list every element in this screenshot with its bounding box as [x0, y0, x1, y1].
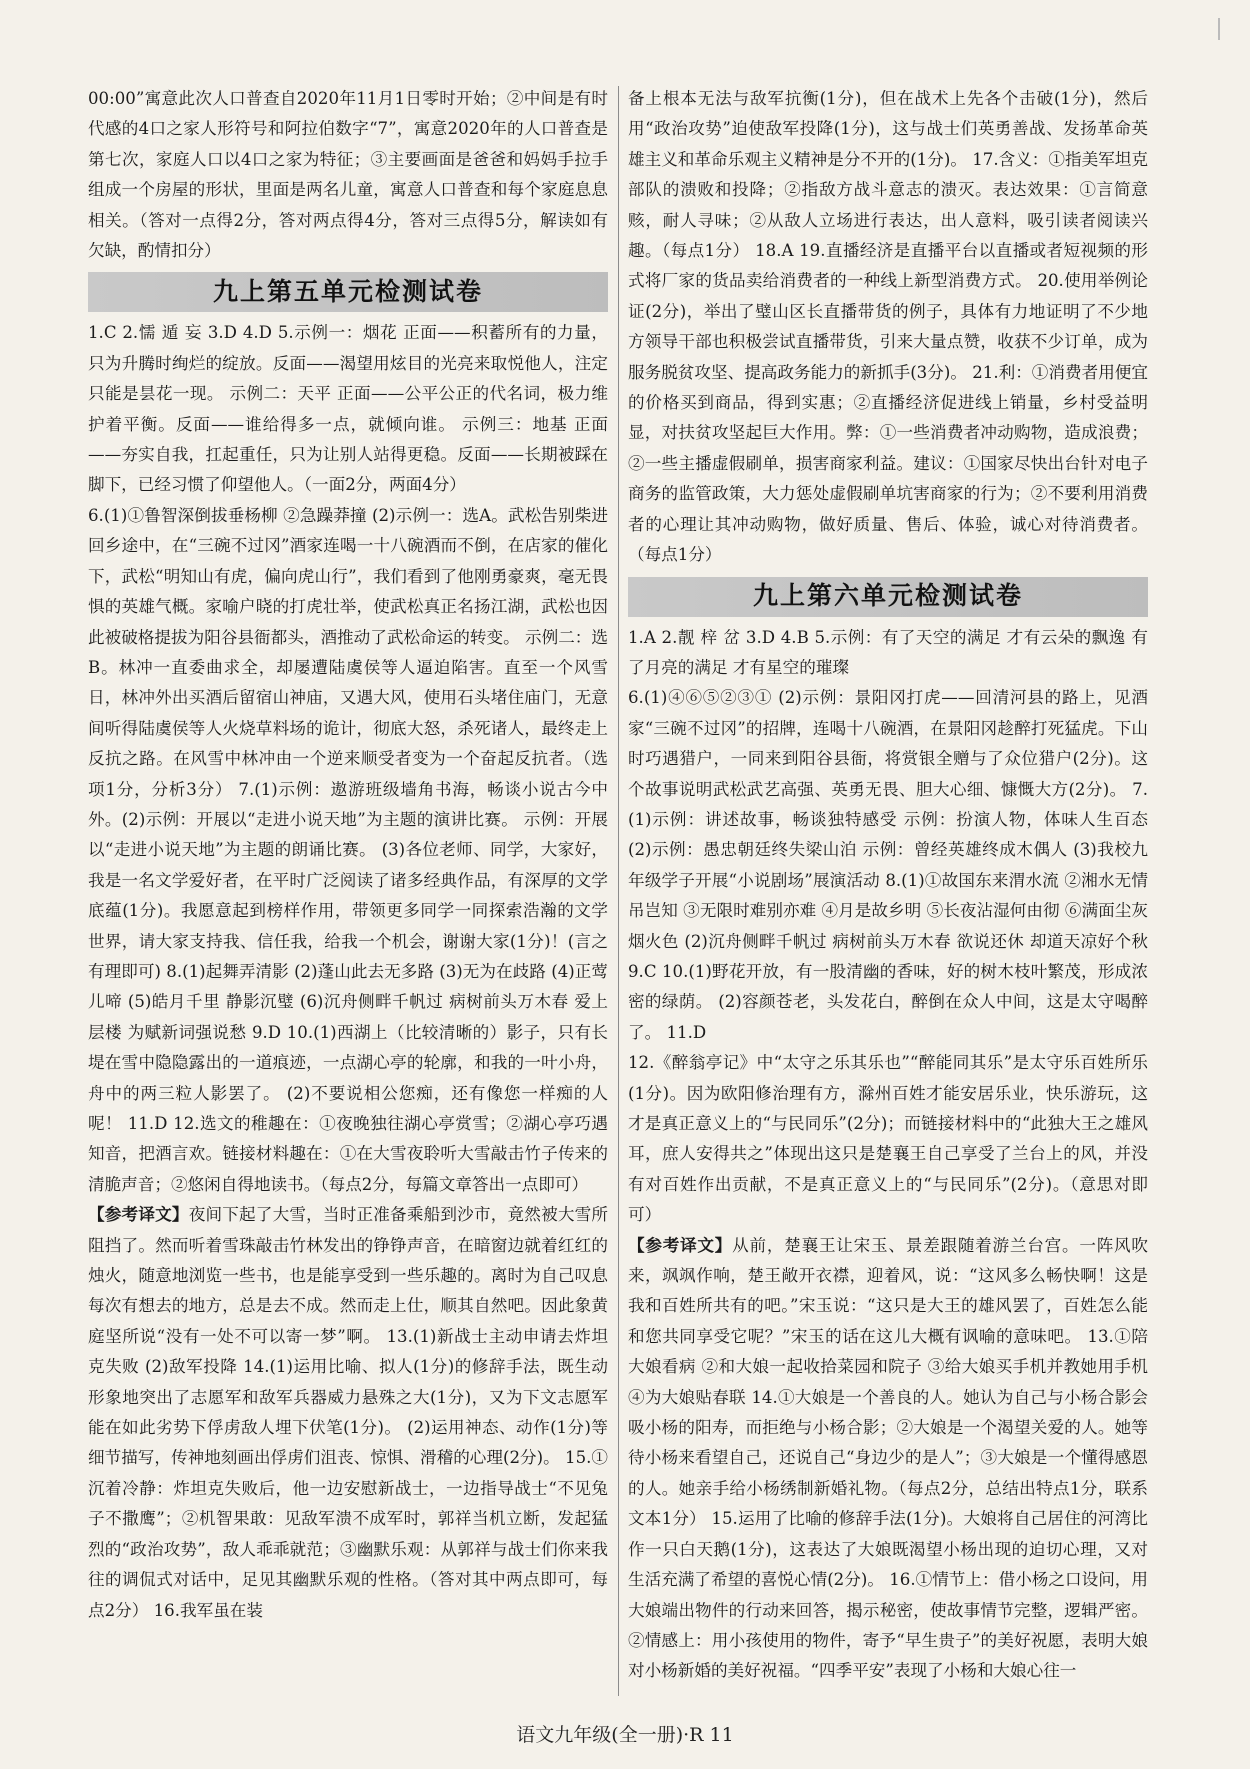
- column-divider: [618, 86, 619, 1696]
- right-column: [628, 84, 1148, 1699]
- unit5-reference-translation: [88, 1200, 608, 1626]
- unit5-answers-6-12: 6.(1)①鲁智深倒拔垂杨柳 ②急躁莽撞 (2)示例一：选A。武松告别柴进回乡途中，在“三碗不过冈”酒家连喝一十八碗酒而不倒，在店家的催化下，武松“明知山有虎，偏向虎山行”，我们看到了他刚勇豪爽，毫无畏惧的英雄气概。家喻户晓的打虎壮举，使武松真正名扬江湖，武松也因此被破格提拔为阳谷县衙都头，酒推动了武松命运的转变。 示例二：选B。林冲一直委曲求全，却屡遭陆虞侯等人逼迫陷害。直至一个风雪日，林冲外出买酒后留宿山神庙，又遇大风，使用石头堵住庙门，无意间听得陆虞侯等人火烧草料场的诡计，彻底大怒，杀死诸人，最终走上反抗之路。在风雪中林冲由一个逆来顺受者变为一个奋起反抗者。（选项1分，分析3分） 7.(1)示例：遨游班级墙角书海，畅谈小说古今中外。(2)示例：开展以“走进小说天地”为主题的演讲比赛。 示例：开展以“走进小说天地”为主题的朗诵比赛。 (3)各位老师、同学，大家好，我是一名文学爱好者，在平时广泛阅读了诸多经典作品，有深厚的文学底蕴(1分)。我愿意起到榜样作用，带领更多同学一同探索浩瀚的文学世界，请大家支持我、信任我，给我一个机会，谢谢大家(1分)！(言之有理即可) 8.(1)起舞弄清影 (2)蓬山此去无多路 (3)无为在歧路 (4)正莺儿啼 (5)皓月千里 静影沉璧 (6)沉舟侧畔千帆过 病树前头万木春 爱上层楼 为赋新词强说愁 9.D 10.(1)西湖上（比较清晰的）影子，只有长堤在雪中隐隐露出的一道痕迹，一点湖心亭的轮廓，和我的一叶小舟，舟中的两三粒人影罢了。 (2)不要说相公您痴，还有像您一样痴的人呢！ 11.D 12.选文的稚趣在：①夜晚独往湖心亭赏雪；②湖心亭巧遇知音，把酒言欢。链接材料趣在：①在大雪夜聆听大雪敲击竹子传来的清脆声音；②悠闲自得地读书。（每点2分，每篇文章答出一点即可）: [88, 505, 608, 1194]
- continued-answer-paragraph: 00:00”寓意此次人口普查自2020年11月1日零时开始；②中间是有时代感的4口之家人形符号和阿拉伯数字“7”，寓意2020年的人口普查是第七次，家庭人口以4口之家为特征；③主要画面是爸爸和妈妈手拉手组成一个房屋的形状，里面是两名儿童，寓意人口普查和每个家庭息息相关。（答对一点得2分，答对两点得4分，答对三点得5分，解读如有欠缺，酌情扣分）: [88, 89, 608, 261]
- continued-answer-paragraph-right: 备上根本无法与敌军抗衡(1分)，但在战术上先各个击破(1分)，然后用“政治攻势”迫使敌军投降(1分)，这与战士们英勇善战、发扬革命英雄主义和革命乐观主义精神是分不开的(1分)。 17.含义：①指美军坦克部队的溃败和投降；②指敌方战斗意志的溃灭。表达效果：①言简意赅，耐人寻味；②从敌人立场进行表达，出人意料，吸引读者阅读兴趣。（每点1分） 18.A 19.直播经济是直播平台以直播或者短视频的形式将厂家的货品卖给消费者的一种线上新型消费方式。 20.使用举例论证(2分)，举出了璧山区长直播带货的例子，具体有力地证明了不少地方领导干部也积极尝试直播带货，引来大量点赞，收获不少订单，成为服务脱贫攻坚、提高政务能力的新抓手(3分)。 21.利：①消费者用便宜的价格买到商品，得到实惠；②直播经济促进线上销量，乡村受益明显，对扶贫攻坚起巨大作用。弊：①一些消费者冲动购物，造成浪费；②一些主播虚假刷单，损害商家利益。建议：①国家尽快出台针对电子商务的监管政策，大力惩处虚假刷单坑害商家的行为；②不要利用消费者的心理让其冲动购物，做好质量、售后、体验，诚心对待消费者。（每点1分）: [628, 89, 1148, 565]
- reference-label: 【参考译文】: [88, 1205, 189, 1225]
- unit6-answer-12: 12.《醉翁亭记》中“太守之乐其乐也”“醉能同其乐”是太守乐百姓所乐(1分)。因为欧阳修治理有方，滁州百姓才能安居乐业，快乐游玩，这才是真正意义上的“与民同乐”(2分)；而链接材料中的“此独大王之雄风耳，庶人安得共之”体现出这只是楚襄王自己享受了兰台上的风，并没有对百姓作出贡献，不是真正意义上的“与民同乐”(2分)。（意思对即可）: [628, 1053, 1148, 1225]
- unit6-answers-1-5: 1.A 2.靓 梓 岔 3.D 4.B 5.示例：有了天空的满足 才有云朵的飘逸 有了月亮的满足 才有星空的璀璨: [628, 627, 1148, 677]
- page-footer: 语文九年级(全一册)·R 11: [516, 1724, 734, 1746]
- scan-edge-mark: [1218, 18, 1220, 40]
- unit6-answers-6-11: 6.(1)④⑥⑤②③① (2)示例：景阳冈打虎——回清河县的路上，见酒家“三碗不过冈”的招牌，连喝十八碗酒，在景阳冈趁醉打死猛虎。下山时巧遇猎户，一同来到阳谷县衙，将赏银全赠与了众位猎户(2分)。这个故事说明武松武艺高强、英勇无畏、胆大心细、慷慨大方(2分)。 7.(1)示例：讲述故事，畅谈独特感受 示例：扮演人物，体味人生百态 (2)示例：愚忠朝廷终失梁山泊 示例：曾经英雄终成木偶人 (3)我校九年级学子开展“小说剧场”展演活动 8.(1)①故国东来渭水流 ②湘水无情吊岂知 ③无限时难别亦难 ④月是故乡明 ⑤长夜沾湿何由彻 ⑥满面尘灰烟火色 (2)沉舟侧畔千帆过 病树前头万木春 欲说还休 却道天凉好个秋 9.C 10.(1)野花开放，有一股清幽的香味，好的树木枝叶繁茂，形成浓密的绿荫。 (2)容颜苍老，头发花白，醉倒在众人中间，这是太守喝醉了。 11.D: [628, 688, 1148, 1042]
- reference-text: 夜间下起了大雪，当时正准备乘船到沙市，竟然被大雪所阻挡了。然而听着雪珠敲击竹林发出的铮铮声音，在暗窗边就着红红的烛火，随意地浏览一些书，也是能享受到一些乐趣的。离时为自己叹息每次有想去的地方，总是去不成。然而走上仕，顺其自然吧。因此象黄庭坚所说“没有一处不可以寄一梦”啊。 13.(1)新战士主动申请去炸坦克失败 (2)敌军投降 14.(1)运用比喻、拟人(1分)的修辞手法，既生动形象地突出了志愿军和敌军兵器威力悬殊之大(1分)，又为下文志愿军能在如此劣势下俘虏敌人埋下伏笔(1分)。 (2)运用神态、动作(1分)等细节描写，传神地刻画出俘虏们沮丧、惊惧、滑稽的心理(2分)。 15.①沉着冷静：炸坦克失败后，他一边安慰新战士，一边指导战士“不见兔子不撒鹰”；②机智果敢：见敌军溃不成军时，郭祥当机立断，发起猛烈的“政治攻势”，敌人乖乖就范；③幽默乐观：从郭祥与战士们你来我往的调侃式对话中，足见其幽默乐观的性格。（答对其中两点即可，每点2分） 16.我军虽在装: [88, 1205, 608, 1620]
- unit5-answers-1-5: 1.C 2.懦 遁 妄 3.D 4.D 5.示例一：烟花 正面——积蓄所有的力量，只为升腾时绚烂的绽放。反面——渴望用炫目的光亮来取悦他人，注定只能是昙花一现。 示例二：天平 正面——公平公正的代名词，极力维护着平衡。反面——谁给得多一点，就倾向谁。 示例三：地基 正面——夯实自我，扛起重任，只为让别人站得更稳。反面——长期被踩在脚下，已经习惯了仰望他人。（一面2分，两面4分）: [88, 323, 608, 495]
- unit5-heading: 九上第五单元检测试卷: [88, 272, 608, 312]
- answer-page: [88, 84, 1148, 1704]
- left-column: [88, 84, 608, 1699]
- reference-text-right: 从前，楚襄王让宋玉、景差跟随着游兰台宫。一阵风吹来，飒飒作响，楚王敞开衣襟，迎着风，说：“这风多么畅快啊！这是我和百姓所共有的吧。”宋玉说：“这只是大王的雄风罢了，百姓怎么能和您共同享受它呢？”宋玉的话在这儿大概有讽喻的意味吧。 13.①陪大娘看病 ②和大娘一起收拾菜园和院子 ③给大娘买手机并教她用手机 ④为大娘贴春联 14.①大娘是一个善良的人。她认为自己与小杨合影会吸小杨的阳寿，而拒绝与小杨合影；②大娘是一个渴望关爱的人。她等待小杨来看望自己，还说自己“身边少的是人”；③大娘是一个懂得感恩的人。她亲手给小杨绣制新婚礼物。（每点2分，总结出特点1分，联系文本1分） 15.运用了比喻的修辞手法(1分)。大娘将自己居住的河湾比作一只白天鹅(1分)，这表达了大娘既渴望小杨出现的迫切心理，又对生活充满了希望的喜悦心情(2分)。 16.①情节上：借小杨之口设问，用大娘端出物件的行动来回答，揭示秘密，使故事情节完整，逻辑严密。②情感上：用小孩使用的物件，寄予“早生贵子”的美好祝愿，表明大娘对小杨新婚的美好祝福。“四季平安”表现了小杨和大娘心往一: [628, 1235, 1148, 1681]
- unit6-reference-translation: [628, 1231, 1148, 1687]
- reference-label-right: 【参考译文】: [628, 1235, 733, 1255]
- unit6-heading: 九上第六单元检测试卷: [628, 577, 1148, 617]
